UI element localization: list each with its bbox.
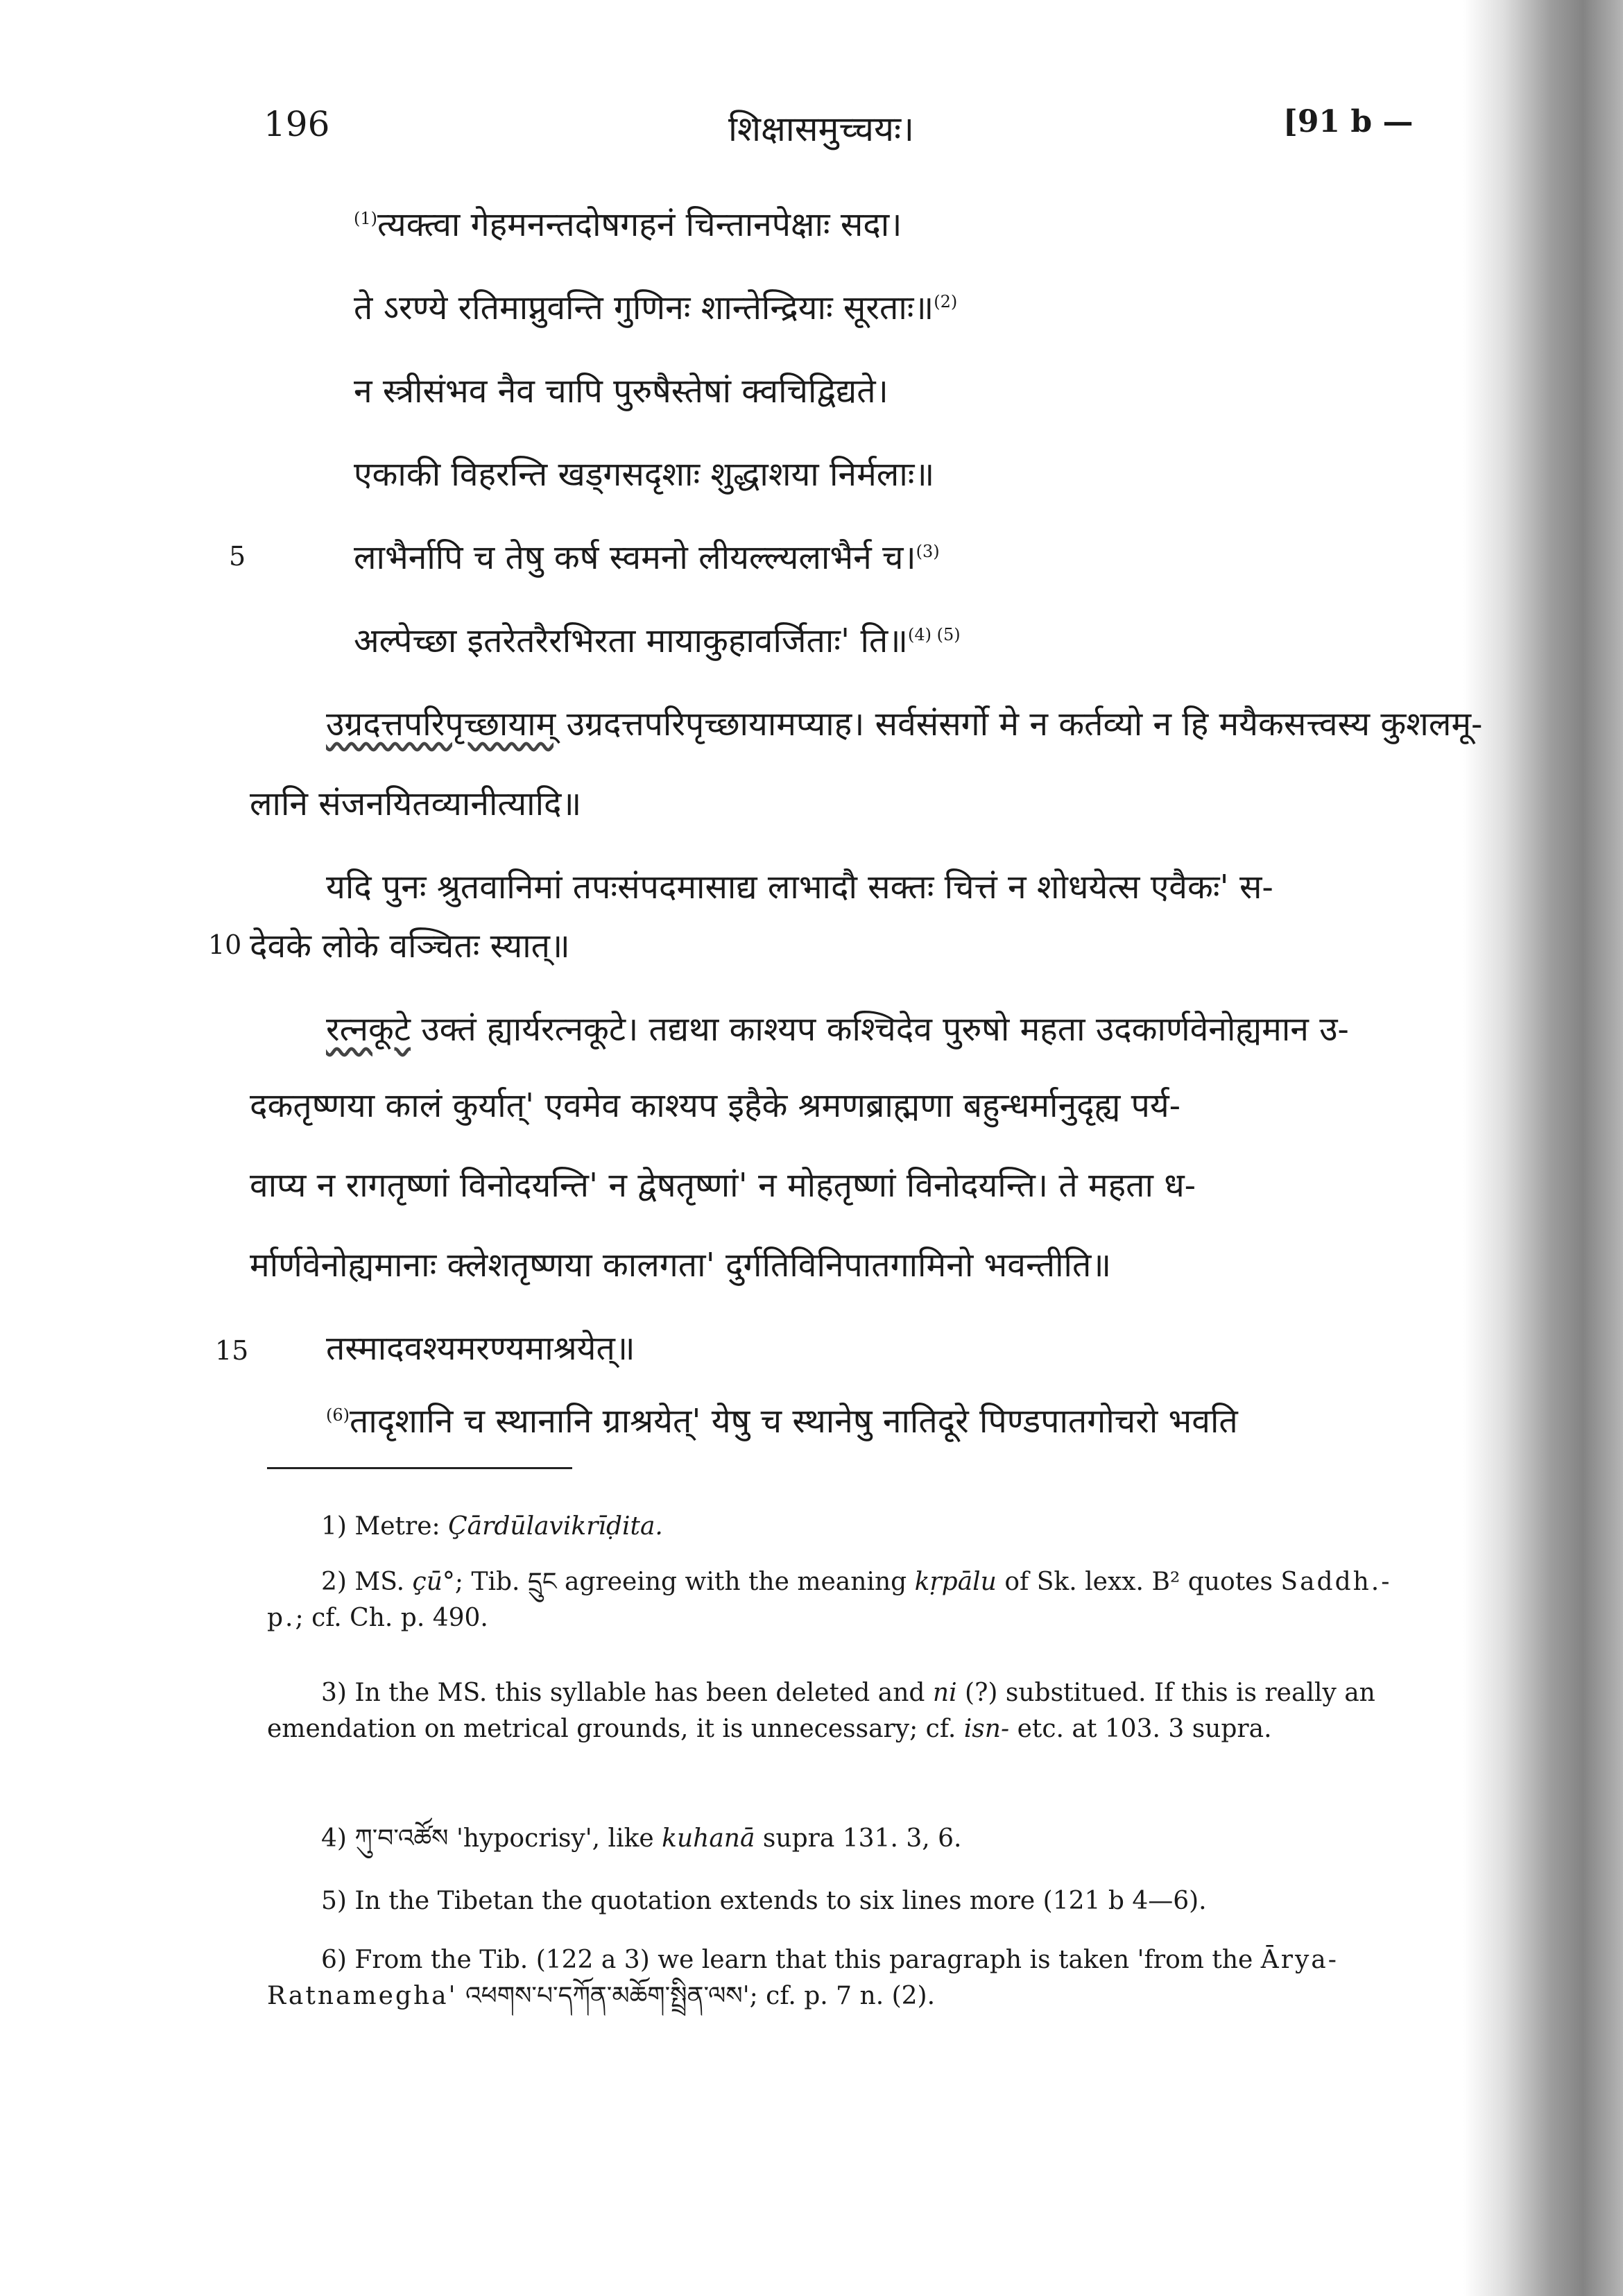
prose-line [250, 1082, 1332, 1127]
prose-text: लानि संजनयितव्यानीत्यादि॥ [250, 785, 582, 823]
verse-text: न स्त्रीसंभव नैव चापि पुरुषैस्तेषां क्वचिद्विद्यते। [354, 372, 888, 411]
line-number: 5 [229, 541, 246, 572]
prose-line [250, 1242, 1332, 1287]
verse-text: एकाकी विहरन्ति खड्गसदृशाः शुद्धाशया निर्मलाः॥ [354, 455, 935, 494]
verse-line [354, 534, 940, 579]
prose-line [250, 780, 1332, 825]
prose-line [250, 1162, 1332, 1207]
prose-text: तस्मादवश्यमरण्यमाश्रयेत्॥ [326, 1329, 635, 1368]
tibetan-word: འཕགས་པ་དཀོན་མཆོག་སྤྲིན་ལས [465, 1982, 743, 2010]
footnote-1 [267, 1509, 1394, 1545]
footnote-text: Saddh.-p. [267, 1568, 1392, 1632]
underlined-source-title: उग्रदत्तपरिपृच्छायाम् [326, 705, 556, 744]
footnote-3 [267, 1675, 1394, 1747]
prose-line [326, 1325, 1408, 1370]
footnote-text: agreeing with the meaning [565, 1568, 907, 1596]
verse-text: लाभैर्नापि च तेषु कर्ष स्वमनो लीयल्ल्यलाभैर्न च। [354, 538, 916, 577]
footnote-text: 2) MS. [321, 1568, 405, 1596]
footnote-2 [267, 1564, 1394, 1636]
footnote-text: Ārya-Ratnamegha' [267, 1946, 1339, 2010]
verse-line [354, 368, 888, 413]
prose-line [326, 1006, 1408, 1051]
verse-text: ते ऽरण्ये रतिमाप्नुवन्ति गुणिनः शान्तेन्द्रियाः सूरताः॥ [354, 289, 934, 327]
footnote-text: 3) In the MS. this syllable has been deleted and [321, 1679, 925, 1707]
footnote-italic: ni [932, 1679, 957, 1707]
footnote-5 [267, 1883, 1394, 1919]
prose-text: उग्रदत्तपरिपृच्छायामप्याह। सर्वसंसर्गो मे न कर्तव्यो न हि मयैकसत्त्वस्य कुशलमू- [566, 705, 1483, 744]
prose-line [326, 1398, 1408, 1443]
page-number: 196 [264, 104, 330, 144]
prose-text: उक्तं ह्यार्यरत्नकूटे। तद्यथा काश्यप कश्चिदेव पुरुषो महता उदकार्णवेनोह्यमान उ- [421, 1010, 1349, 1049]
tibetan-word: ཀུ་བ་འཚོས [354, 1824, 449, 1853]
prose-text: तादृशानि च स्थानानि ग्राश्रयेत्' येषु च स्थानेषु नातिदूरे पिण्डपातगोचरो भवति [350, 1402, 1238, 1441]
verse-line [354, 201, 902, 246]
footnote-text: supra 131. 3, 6. [762, 1824, 962, 1853]
footnote-text: ; cf. Ch. p. 490. [295, 1604, 488, 1632]
footnote-text: 5) In the Tibetan the quotation extends to six lines more (121 b 4—6). [321, 1887, 1207, 1915]
footnote-marker: (2) [934, 292, 958, 311]
footnote-italic: kuhanā [662, 1824, 755, 1853]
footnote-marker: (3) [916, 542, 940, 561]
footnote-italic: çū° [412, 1568, 455, 1596]
prose-text: र्मार्णवेनोह्यमानाः क्लेशतृष्णया कालगता' दुर्गतिविनिपातगामिनो भवन्तीति॥ [250, 1246, 1112, 1285]
footnote-italic: kṛpālu [914, 1568, 997, 1596]
footnote-4 [267, 1821, 1394, 1857]
footnote-text: quotes [1187, 1568, 1273, 1596]
page-header [0, 104, 1457, 160]
footnote-text: 'hypocrisy', like [456, 1824, 654, 1853]
running-title: शिक्षासमुच्चयः। [728, 109, 915, 149]
prose-text: वाप्य न रागतृष्णां विनोदयन्ति' न द्वेषतृष्णां' न मोहतृष्णां विनोदयन्ति। ते महता ध- [250, 1166, 1196, 1205]
line-number: 15 [215, 1335, 249, 1366]
prose-line [326, 701, 1483, 746]
underlined-source-title: रत्नकूटे [326, 1010, 411, 1049]
footnote-marker: (6) [326, 1405, 350, 1425]
prose-text: दकतृष्णया कालं कुर्यात्' एवमेव काश्यप इहैके श्रमणब्राह्मणा बहुन्धर्मानुदृह्य पर्य- [250, 1086, 1180, 1125]
footnote-marker: (1) [354, 209, 377, 228]
prose-line [326, 864, 1408, 909]
footnote-rule [267, 1467, 572, 1469]
tibetan-word: དྲུང [527, 1568, 557, 1596]
footnote-text: ; Tib. [454, 1568, 520, 1596]
scanned-page-edge [1463, 0, 1623, 2296]
footnote-text: etc. at 103. 3 supra. [1017, 1715, 1272, 1743]
footnote-text: 6) From the Tib. (122 a 3) we learn that this paragraph is taken 'from the [321, 1946, 1253, 1974]
prose-text: यदि पुनः श्रुतवानिमां तपःसंपदमासाद्य लाभादौ सक्तः चित्तं न शोधयेत्स एवैकः' स- [326, 868, 1273, 907]
footnote-text: (?) substitued. If this is really an emendation on metrical grounds, it is unnecessary; cf. [267, 1679, 1375, 1743]
footnote-6 [267, 1942, 1394, 2014]
footnote-text: '; cf. p. 7 n. (2). [742, 1982, 936, 2010]
verse-line [354, 284, 957, 329]
folio-reference: [91 b — [1283, 104, 1414, 139]
prose-text: देवके लोके वञ्चितः स्यात्॥ [250, 927, 570, 966]
line-number: 10 [208, 929, 242, 960]
footnote-marker: (4) (5) [908, 625, 961, 644]
footnote-text: of Sk. lexx. B² [1004, 1568, 1180, 1596]
footnote-italic: Çārdūlavikrīḍita. [448, 1512, 663, 1541]
prose-line [250, 923, 1332, 968]
footnote-text: 1) Metre: [321, 1512, 440, 1541]
footnote-italic: isn- [963, 1715, 1010, 1743]
verse-line [354, 451, 934, 496]
verse-text: त्यक्त्वा गेहमनन्तदोषगहनं चिन्तानपेक्षाः सदा। [377, 205, 902, 244]
verse-text: अल्पेच्छा इतरेतरैरभिरता मायाकुहावर्जिताः' ति॥ [354, 622, 908, 660]
footnote-text: 4) [321, 1824, 347, 1853]
verse-line [354, 617, 961, 662]
